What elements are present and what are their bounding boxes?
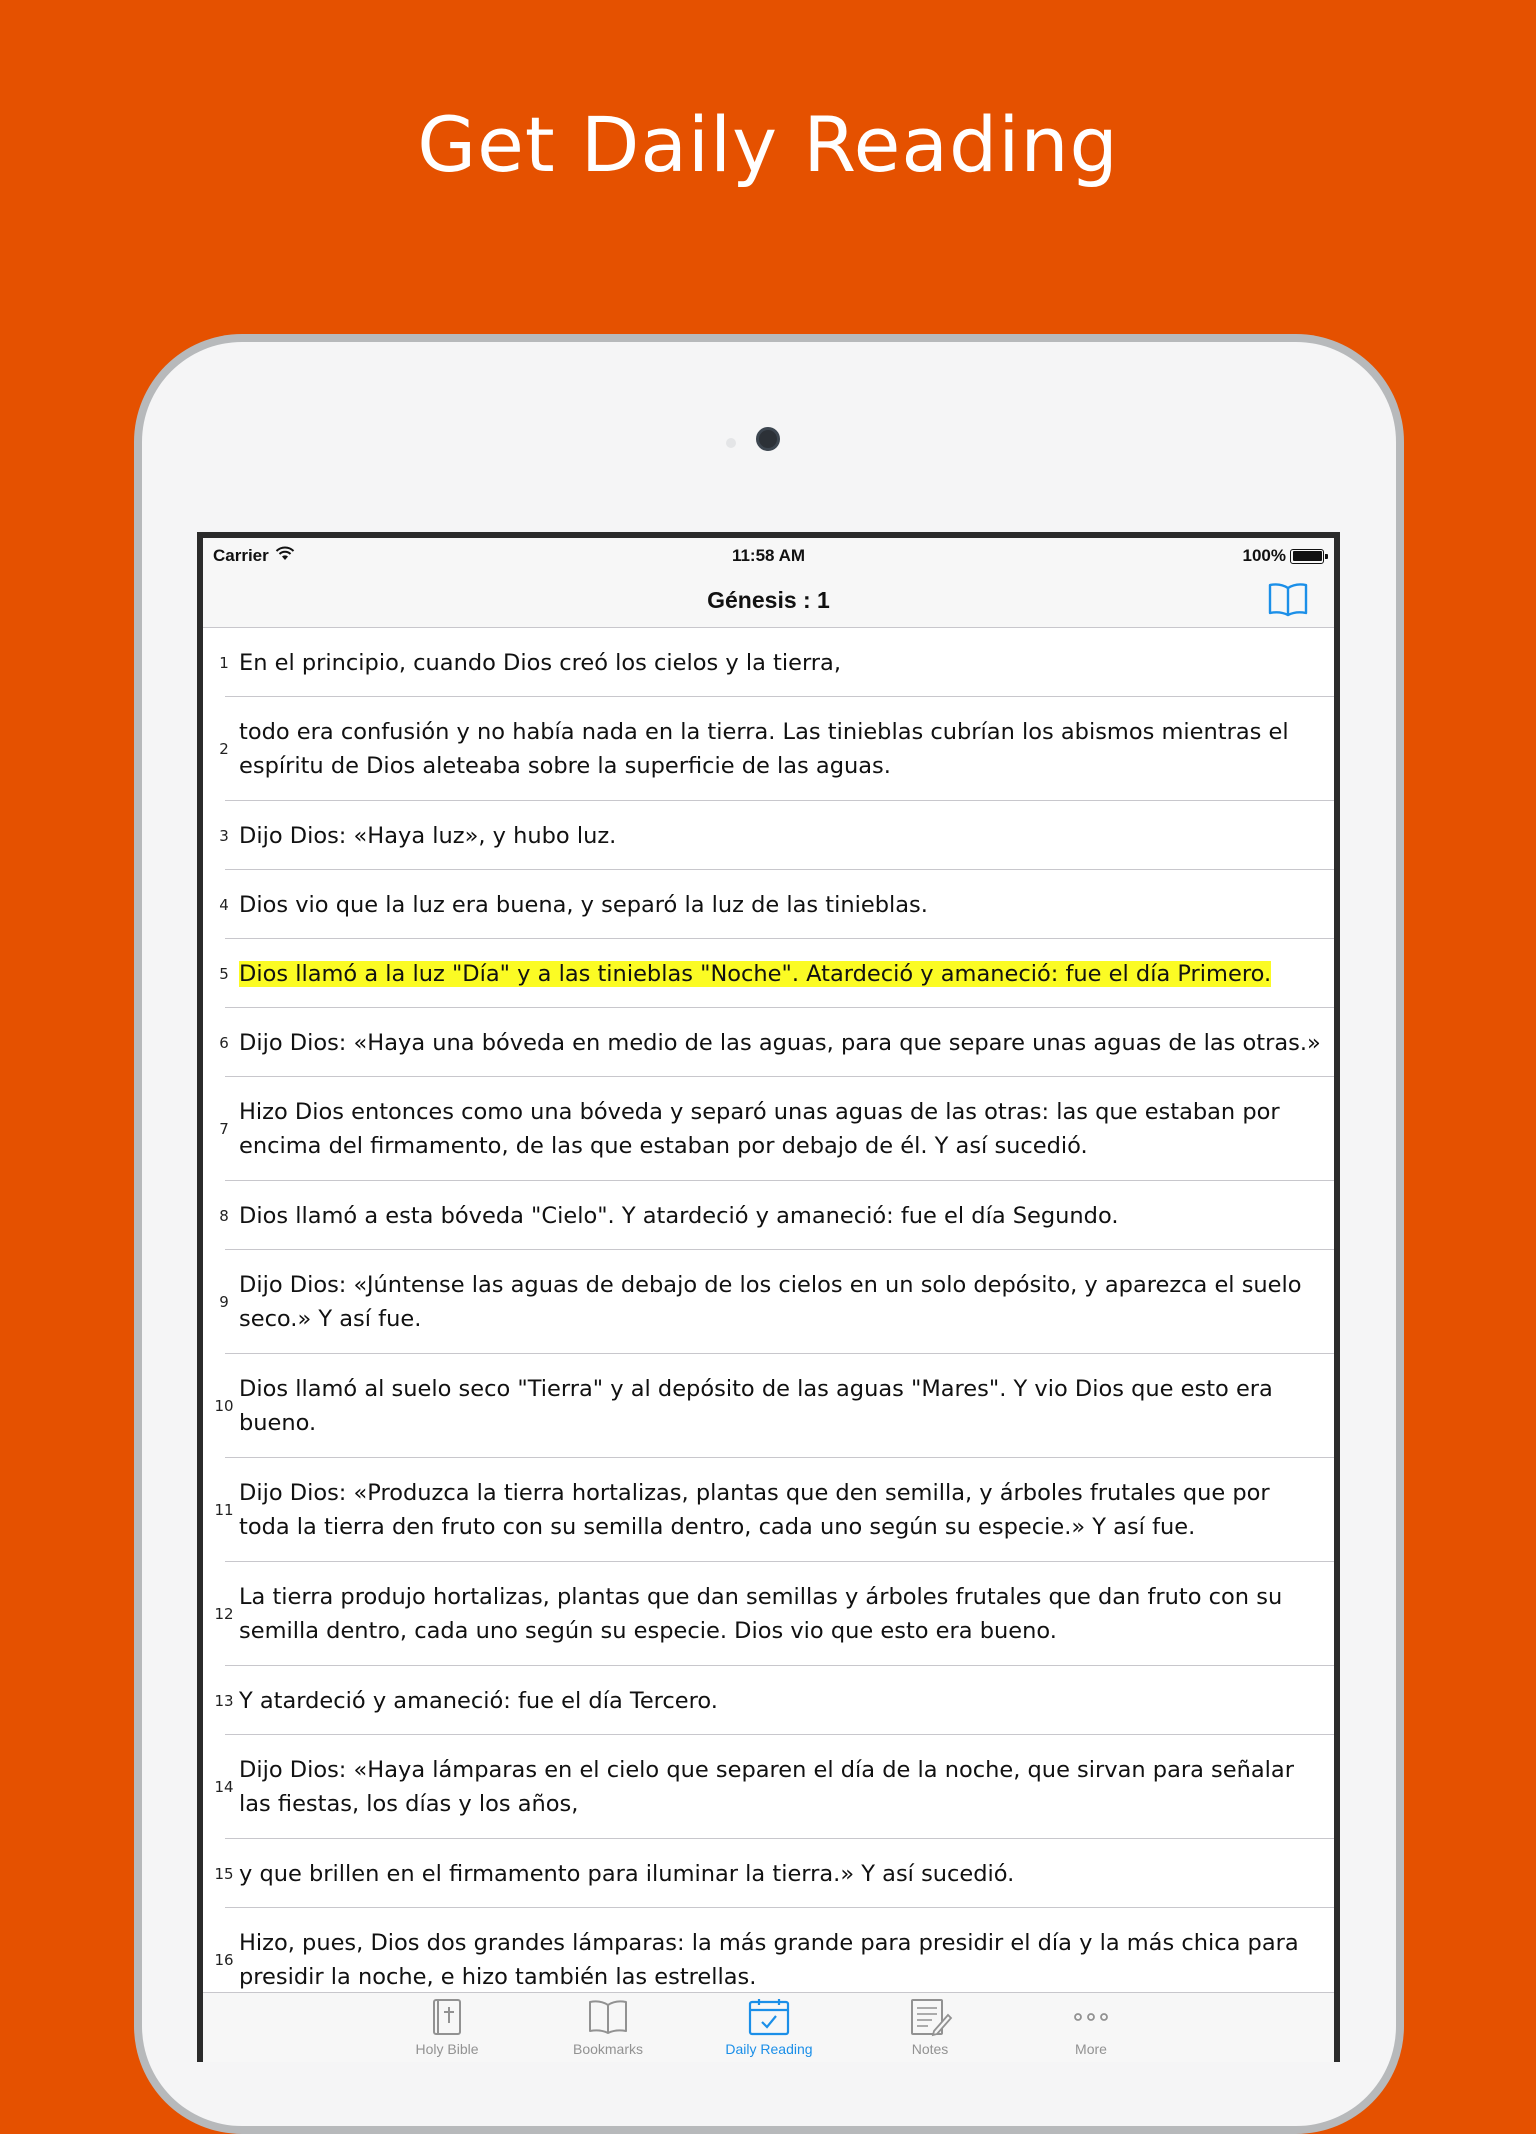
verse-text: Dijo Dios: «Haya una bóveda en medio de las aguas, para que separe unas aguas de las otras.» <box>239 1029 1321 1056</box>
verse-row[interactable] <box>203 1839 1334 1908</box>
verse-row[interactable] <box>203 1250 1334 1354</box>
verse-number: 5 <box>219 964 229 983</box>
bookmarks-icon <box>548 1997 668 2037</box>
tab-label: More <box>1075 2041 1107 2057</box>
notes-icon <box>870 1997 990 2037</box>
verse-text-container <box>239 1095 1324 1163</box>
verse-text: Y atardeció y amaneció: fue el día Tercero. <box>239 1687 718 1714</box>
front-sensor <box>726 438 736 448</box>
verse-text-container <box>239 1753 1324 1821</box>
verse-text-highlighted: Dios llamó a la luz "Día" y a las tinieblas "Noche". Atardeció y amaneció: fue el día Primero. <box>239 960 1272 987</box>
verse-text: Dijo Dios: «Haya luz», y hubo luz. <box>239 822 617 849</box>
verse-number: 1 <box>219 653 229 672</box>
verse-text-container <box>239 1268 1324 1336</box>
tab-notes[interactable] <box>870 1997 990 2057</box>
tab-bookmarks[interactable] <box>548 1997 668 2057</box>
verse-text: Dios llamó a esta bóveda "Cielo". Y atardeció y amaneció: fue el día Segundo. <box>239 1202 1119 1229</box>
more-dots-icon <box>1031 1997 1151 2037</box>
verse-number: 10 <box>214 1397 234 1415</box>
battery-icon <box>1290 549 1324 564</box>
verse-number: 3 <box>219 826 229 845</box>
verse-number: 12 <box>214 1605 234 1623</box>
verse-number: 7 <box>219 1120 229 1138</box>
verse-number: 14 <box>214 1778 234 1796</box>
verse-number: 9 <box>219 1293 229 1311</box>
verse-text-container <box>239 957 1324 991</box>
headline: Get Daily Reading <box>417 100 1119 189</box>
status-bar <box>203 538 1334 570</box>
front-camera <box>756 427 780 451</box>
tab-label: Daily Reading <box>725 2041 813 2057</box>
verse-text: Dijo Dios: «Produzca la tierra hortalizas, plantas que den semilla, y árboles frutales que por toda la tierra den fruto con su semilla dentro, cada uno según su especie.» Y así fue. <box>239 1480 1270 1540</box>
verse-text-container <box>239 715 1324 783</box>
verse-text: En el principio, cuando Dios creó los cielos y la tierra, <box>239 649 841 676</box>
verse-number: 2 <box>219 740 229 758</box>
verse-row[interactable] <box>203 1008 1334 1077</box>
verse-row[interactable] <box>203 697 1334 801</box>
verse-text-container <box>239 1857 1324 1891</box>
verse-text: Hizo, pues, Dios dos grandes lámparas: la más grande para presidir el día y la más chica para presidir la noche, e hizo también las estrellas. <box>239 1930 1299 1990</box>
battery-percent: 100% <box>1242 546 1286 565</box>
tab-holy-bible[interactable] <box>387 1997 507 2057</box>
chapter-title: Génesis : 1 <box>707 587 830 613</box>
verse-text-container <box>239 888 1324 922</box>
verse-text-container <box>239 1372 1324 1440</box>
verse-list[interactable] <box>203 628 1334 1990</box>
verse-text: y que brillen en el firmamento para iluminar la tierra.» Y así sucedió. <box>239 1860 1015 1887</box>
calendar-check-icon <box>709 1997 829 2037</box>
verse-row[interactable] <box>203 801 1334 870</box>
verse-row[interactable] <box>203 1562 1334 1666</box>
bible-icon <box>387 1997 507 2037</box>
tab-label: Notes <box>911 2041 949 2057</box>
device-screen <box>197 532 1340 2062</box>
verse-number: 8 <box>219 1206 229 1225</box>
verse-row[interactable] <box>203 1077 1334 1181</box>
verse-text: La tierra produjo hortalizas, plantas que dan semillas y árboles frutales que dan fruto con su semilla dentro, cada uno según su especie. Dios vio que esto era bueno. <box>239 1584 1283 1644</box>
open-book-icon[interactable] <box>1266 581 1310 617</box>
status-right <box>1243 546 1324 566</box>
tab-label: Bookmarks <box>572 2041 644 2057</box>
verse-row[interactable] <box>203 1181 1334 1250</box>
verse-text-container <box>239 1199 1324 1233</box>
tab-more[interactable] <box>1031 1997 1151 2057</box>
verse-text-container <box>239 1476 1324 1544</box>
clock: 11:58 AM <box>731 546 806 565</box>
verse-number: 15 <box>214 1864 234 1883</box>
verse-text-container <box>239 1684 1324 1718</box>
verse-number: 11 <box>214 1501 234 1519</box>
verse-row[interactable] <box>203 1458 1334 1562</box>
carrier-label: Carrier <box>213 546 269 565</box>
verse-number: 16 <box>214 1951 234 1969</box>
verse-text-container <box>239 1926 1324 1994</box>
verse-row[interactable] <box>203 939 1334 1008</box>
verse-row[interactable] <box>203 1735 1334 1839</box>
app-window <box>203 538 1334 2062</box>
tab-daily-reading[interactable] <box>709 1997 829 2057</box>
verse-row[interactable] <box>203 870 1334 939</box>
verse-number: 6 <box>219 1033 229 1052</box>
verse-text: Dios llamó al suelo seco "Tierra" y al depósito de las aguas "Mares". Y vio Dios que esto era bueno. <box>239 1376 1273 1436</box>
verse-text-container <box>239 646 1324 680</box>
verse-number: 4 <box>219 895 229 914</box>
tab-bar <box>203 1992 1334 2062</box>
verse-text-container <box>239 1026 1324 1060</box>
verse-number: 13 <box>214 1691 234 1710</box>
verse-text-container <box>239 819 1324 853</box>
verse-text: Dios vio que la luz era buena, y separó la luz de las tinieblas. <box>239 891 928 918</box>
verse-row[interactable] <box>203 628 1334 697</box>
verse-text: Dijo Dios: «Haya lámparas en el cielo que separen el día de la noche, que sirvan para señalar las fiestas, los días y los años, <box>239 1757 1294 1817</box>
verse-row[interactable] <box>203 1354 1334 1458</box>
verse-text: todo era confusión y no había nada en la tierra. Las tinieblas cubrían los abismos mientras el espíritu de Dios aleteaba sobre la superficie de las aguas. <box>239 719 1289 779</box>
verse-row[interactable] <box>203 1666 1334 1735</box>
navigation-bar <box>203 570 1334 628</box>
verse-text-container <box>239 1580 1324 1648</box>
tab-label: Holy Bible <box>415 2041 479 2057</box>
verse-text: Hizo Dios entonces como una bóveda y separó unas aguas de las otras: las que estaban por encima del firmamento, de las que estaban por debajo de él. Y así sucedió. <box>239 1099 1280 1159</box>
verse-text: Dijo Dios: «Júntense las aguas de debajo de los cielos en un solo depósito, y aparezca el suelo seco.» Y así fue. <box>239 1272 1302 1332</box>
